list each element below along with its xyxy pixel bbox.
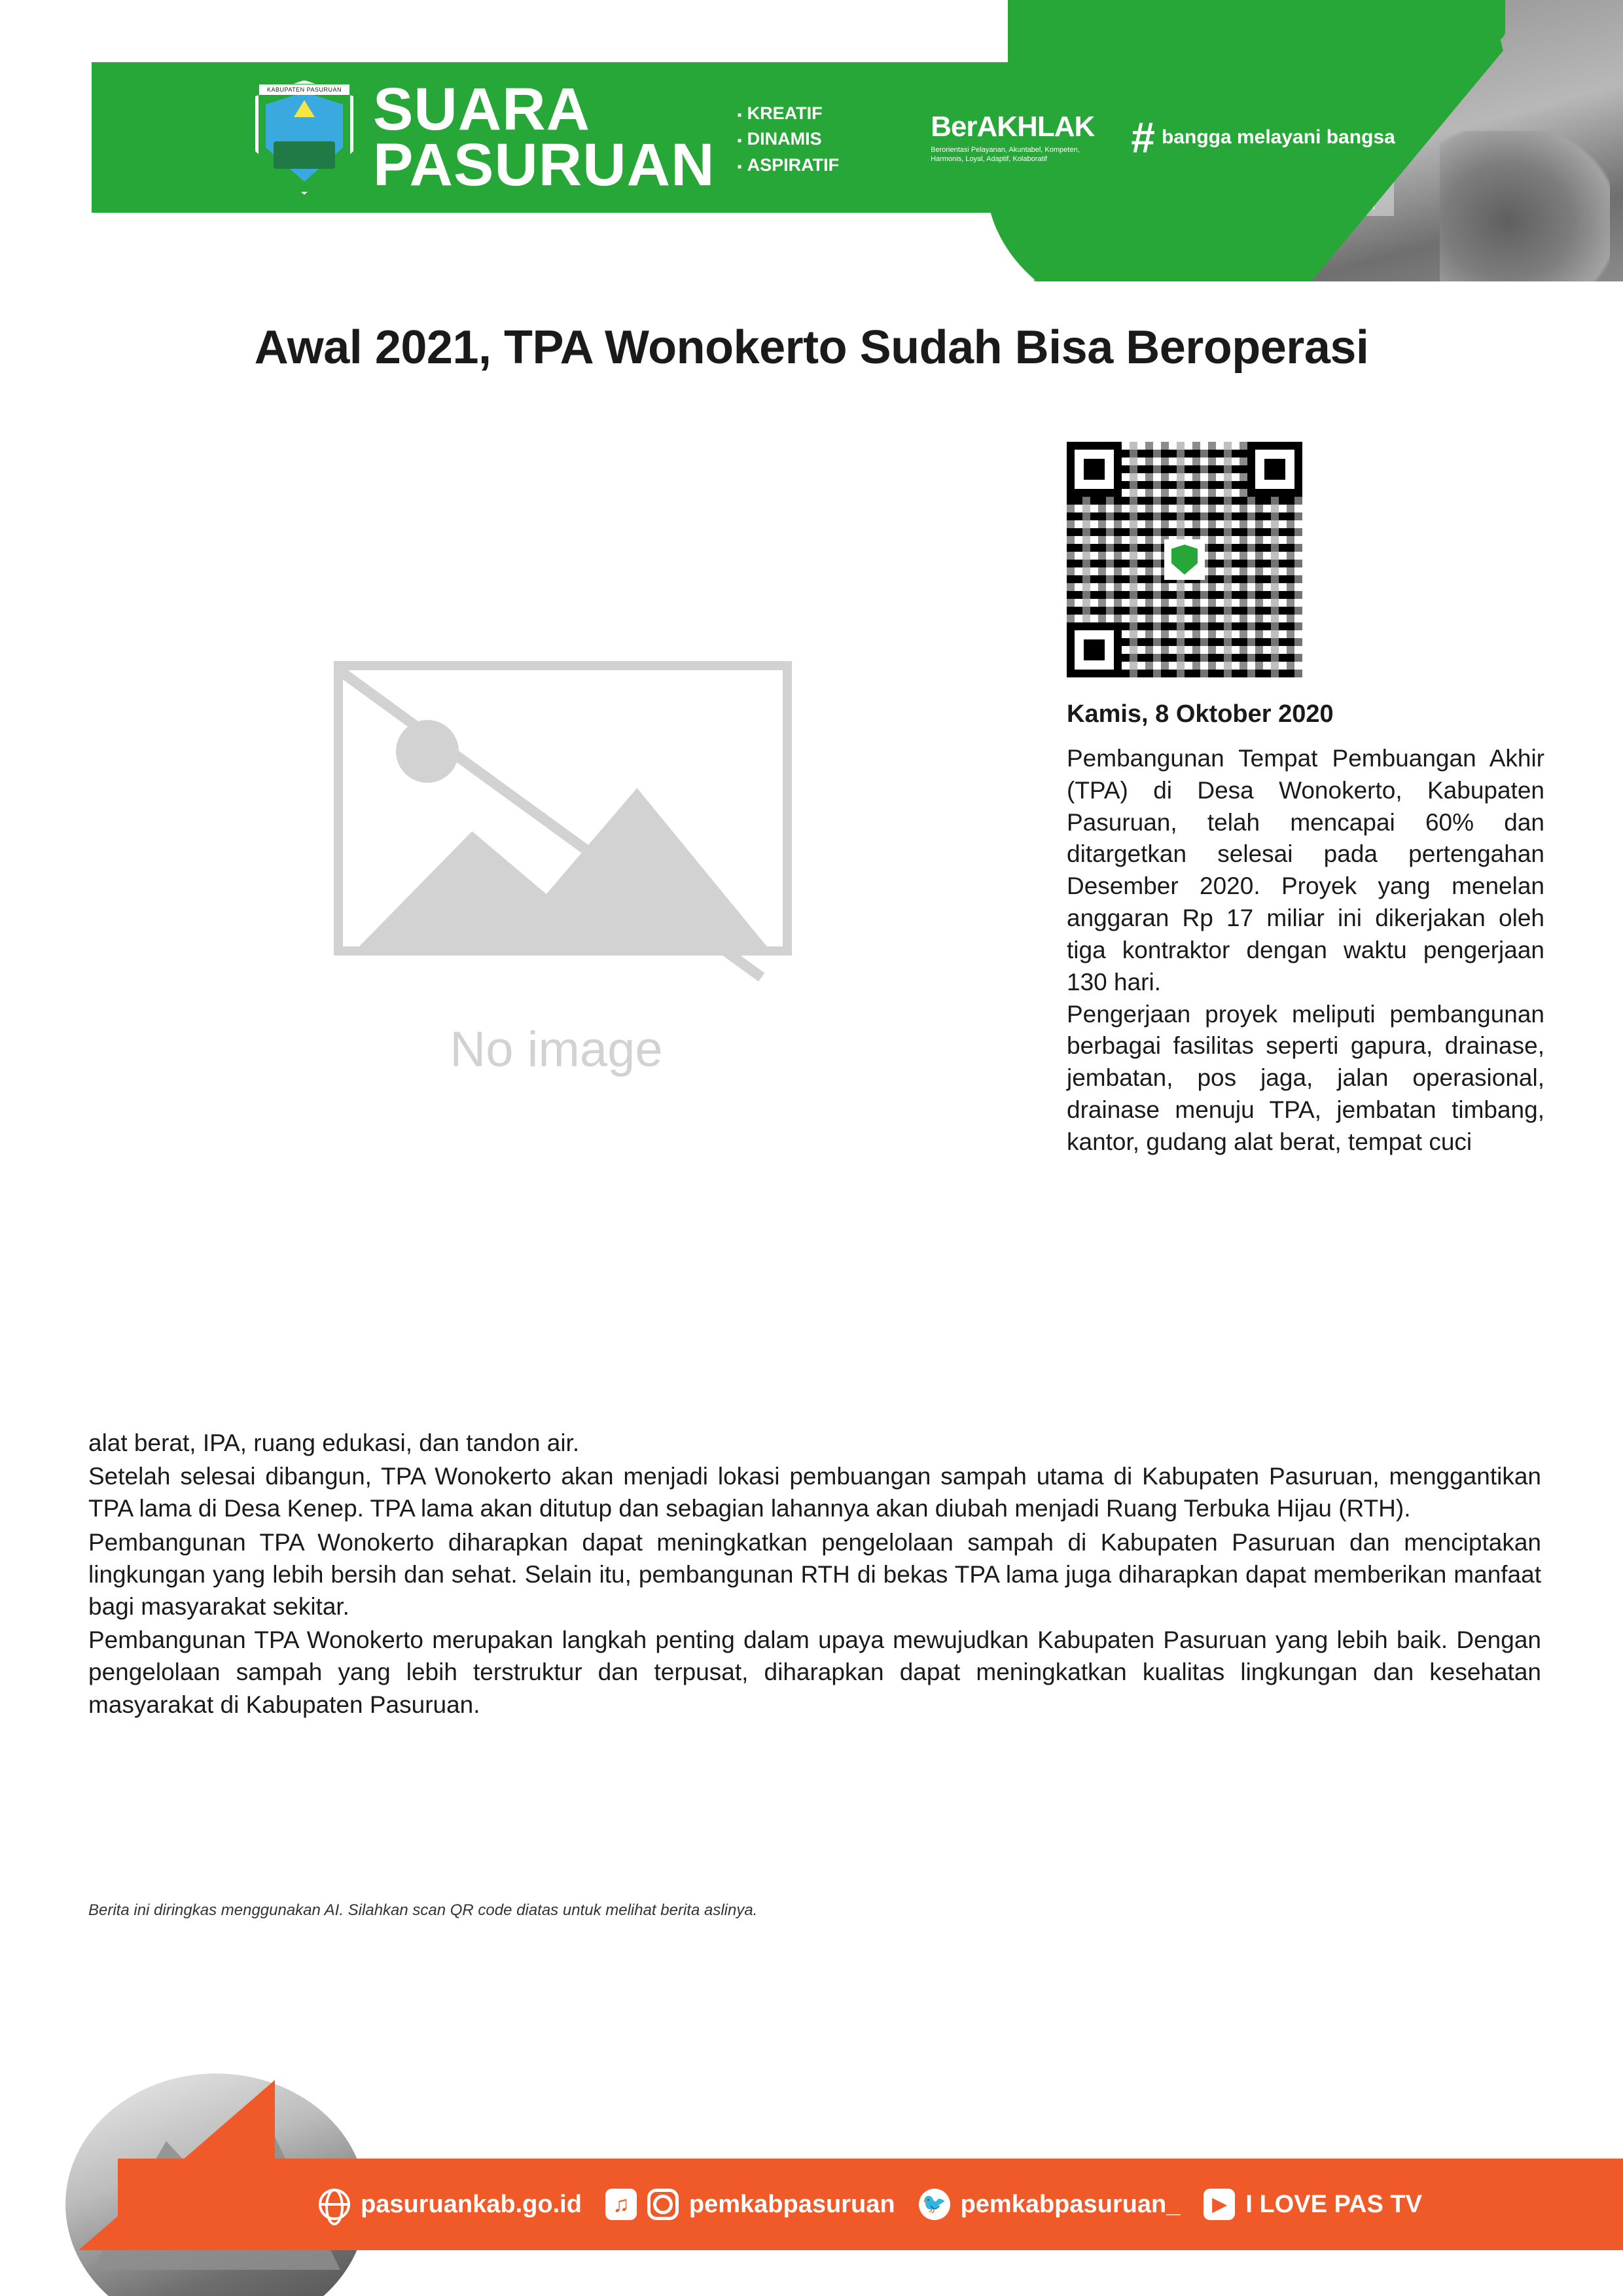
bangga-melayani-bangsa-logo <box>1131 113 1395 162</box>
tagline-item-2: ▪ DINAMIS <box>738 126 840 152</box>
bangga-label: bangga melayani bangsa <box>1161 126 1395 148</box>
berakhlak-logo <box>931 111 1094 164</box>
article-paragraph: Setelah selesai dibangun, TPA Wonokerto akan menjadi lokasi pembuangan sampah utama di Kabupaten Pasuruan, menggantikan TPA lama di Desa Kenep. TPA lama akan ditutup dan sebagian lahannya akan diubah menjadi Ruang Terbuka Hijau (RTH). <box>88 1463 1541 1522</box>
footer-social-tiktok-instagram[interactable] <box>605 2189 895 2220</box>
page-footer <box>0 2034 1623 2296</box>
qr-code[interactable] <box>1067 442 1302 677</box>
brand-tagline <box>738 101 840 177</box>
footer-website-label: pasuruankab.go.id <box>361 2190 582 2218</box>
article-paragraph: Pengerjaan proyek meliputi pembangunan berbagai fasilitas seperti gapura, drainase, jembatan, pos jaga, jalan operasional, drainase menuju TPA, jembatan timbang, kantor, gudang alat berat, tempat cuci <box>1067 1000 1544 1155</box>
globe-icon <box>319 2189 350 2220</box>
instagram-icon <box>647 2189 679 2220</box>
brand-line-2: PASURUAN <box>373 132 715 198</box>
footer-twitter-label: pemkabpasuruan_ <box>960 2190 1181 2218</box>
qr-center-logo-icon <box>1164 539 1205 580</box>
tagline-item-1: ▪ KREATIF <box>738 101 840 126</box>
crest-ribbon-label: KABUPATEN PASURUAN <box>259 84 349 95</box>
tagline-item-3: ▪ ASPIRATIF <box>738 152 840 178</box>
no-image-label: No image <box>450 1022 663 1077</box>
tiktok-icon: ♫ <box>605 2189 637 2220</box>
article-paragraph: alat berat, IPA, ruang edukasi, dan tandon air. <box>88 1429 580 1456</box>
qr-finder-top-right <box>1247 442 1302 497</box>
article-paragraph: Pembangunan Tempat Pembuangan Akhir (TPA) di Desa Wonokerto, Kabupaten Pasuruan, telah mencapai 60% dan ditargetkan selesai pada pertengahan Desember 2020. Proyek yang menelan anggaran Rp 17 miliar ini dikerjakan oleh tiga kontraktor dengan waktu pengerjaan 130 hari. <box>1067 745 1544 996</box>
footer-youtube-label: I LOVE PAS TV <box>1245 2190 1422 2218</box>
brand-wordmark <box>373 76 715 198</box>
berakhlak-title: BerAKHLAK <box>931 111 1095 143</box>
qr-finder-top-left <box>1067 442 1122 497</box>
brand-line-1: SUARA <box>373 76 591 143</box>
article-paragraph: Pembangunan TPA Wonokerto merupakan langkah penting dalam upaya mewujudkan Kabupaten Pasuruan yang lebih baik. Dengan pengelolaan sampah yang lebih terstruktur dan terpusat, diharapkan dapat meningkatkan kualitas lingkungan dan kesehatan masyarakat di Kabupaten Pasuruan. <box>88 1626 1541 1718</box>
footer-instagram-label: pemkabpasuruan <box>688 2190 895 2218</box>
page-title: Awal 2021, TPA Wonokerto Sudah Bisa Beroperasi <box>254 321 1369 374</box>
article-image-placeholder <box>294 589 818 1165</box>
footer-contact-bar <box>118 2159 1623 2250</box>
article-right-column <box>1067 743 1544 1158</box>
article-body <box>88 1427 1541 1722</box>
hash-icon: # <box>1131 113 1155 162</box>
article-date: Kamis, 8 Oktober 2020 <box>1067 700 1334 728</box>
footer-website[interactable] <box>319 2189 582 2220</box>
article-paragraph: Pembangunan TPA Wonokerto diharapkan dapat meningkatkan pengelolaan sampah di Kabupaten Pasuruan dan menciptakan lingkungan yang lebih bersih dan sehat. Selain itu, pembangunan RTH di bekas TPA lama juga diharapkan dapat memberikan manfaat bagi masyarakat sekitar. <box>88 1528 1541 1621</box>
footer-social-youtube[interactable] <box>1204 2189 1422 2220</box>
footer-social-twitter[interactable] <box>919 2189 1181 2220</box>
page-header <box>0 0 1623 281</box>
ai-disclaimer: Berita ini diringkas menggunakan AI. Silahkan scan QR code diatas untuk melihat berita aslinya. <box>88 1901 758 1919</box>
qr-finder-bottom-left <box>1067 622 1122 677</box>
twitter-icon: 🐦 <box>919 2189 950 2220</box>
pasuruan-crest-icon <box>255 81 353 195</box>
berakhlak-subtitle: Berorientasi Pelayanan, Akuntabel, Kompeten, Harmonis, Loyal, Adaptif, Kolaboratif <box>931 146 1080 163</box>
youtube-icon: ▶ <box>1204 2189 1235 2220</box>
image-slash-icon <box>301 635 798 1001</box>
